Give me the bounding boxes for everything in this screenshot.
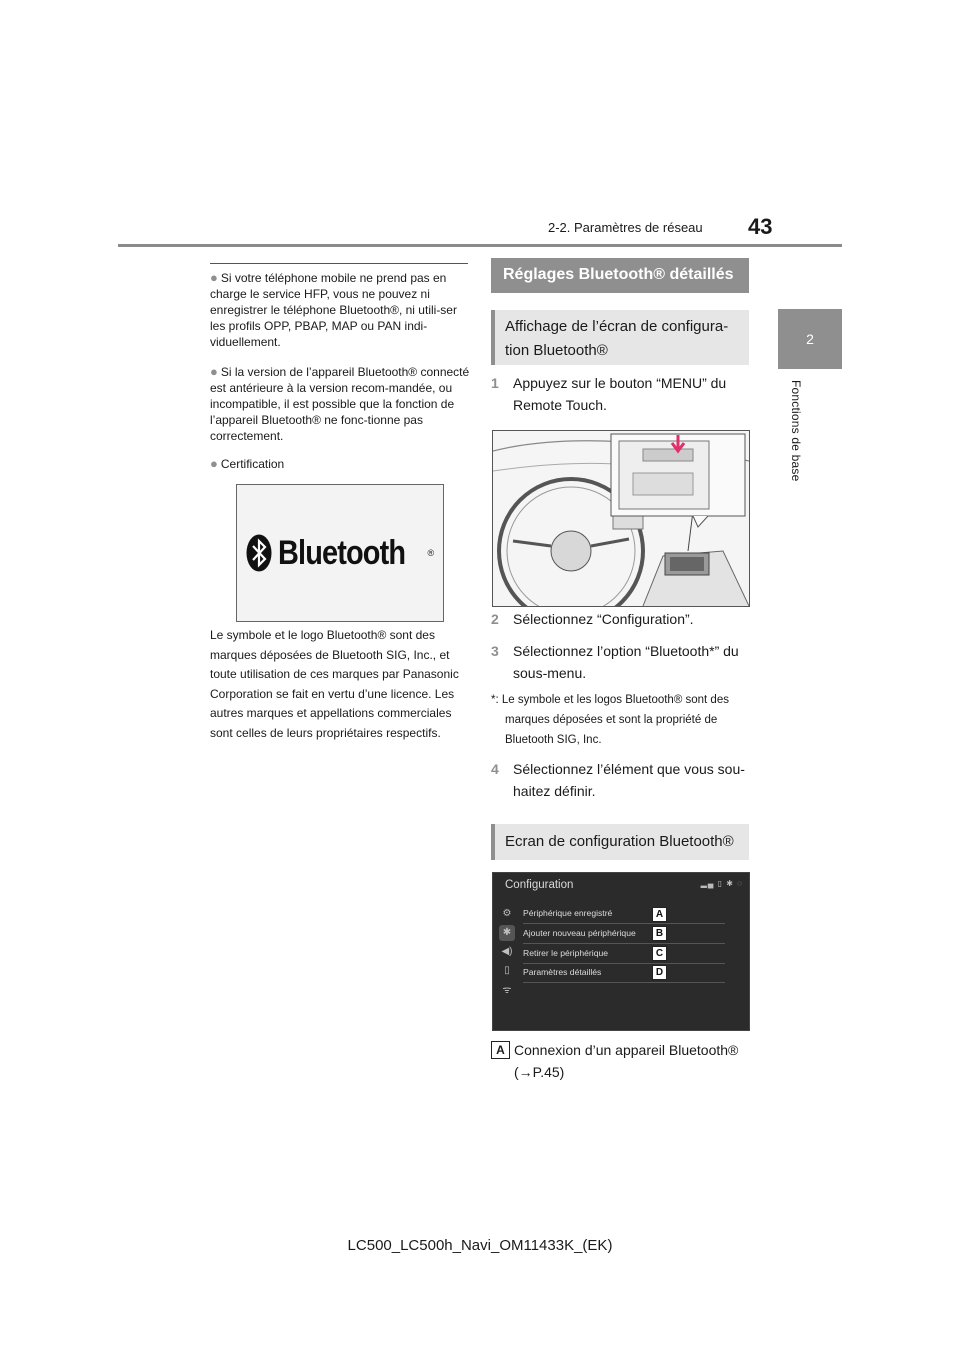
section-title-bluetooth-settings: Réglages Bluetooth® détaillés xyxy=(491,258,749,293)
bluetooth-rune-icon xyxy=(246,534,272,572)
caption-letter-a: A xyxy=(491,1041,510,1059)
row-registered-device[interactable]: Périphérique enregistré xyxy=(523,904,725,924)
step-4: 4 Sélectionnez l’élément que vous sou- haitez définir. xyxy=(491,761,745,799)
step-1: 1 Appuyez sur le bouton “MENU” du Remote Touch. xyxy=(491,375,727,413)
bluetooth-icon: ✱ xyxy=(499,925,515,941)
header-section-title: 2-2. Paramètres de réseau xyxy=(548,220,703,235)
bullet-icon: ● xyxy=(210,270,218,285)
callout-b: B xyxy=(652,926,667,941)
speaker-icon: ◀) xyxy=(501,946,513,957)
note-bullet-version: ● Si la version de l’appareil Bluetooth® connecté est antérieure à la version recom-mandée, ou incompatible, il est possible que la fonction de l’appareil Bluetooth® ne fonc-tionne pas correctement. xyxy=(210,364,470,443)
page-number: 43 xyxy=(748,214,773,239)
step-3: 3 Sélectionnez l’option “Bluetooth*” du sous-menu. xyxy=(491,643,739,681)
bluetooth-config-screen xyxy=(492,872,750,1031)
screen-title: Configuration xyxy=(505,879,574,891)
bullet-icon: ● xyxy=(210,364,218,379)
subsection-title-config-screen: Affichage de l’écran de configura- tion Bluetooth® xyxy=(491,310,749,365)
header-rule xyxy=(118,244,842,247)
chapter-tab xyxy=(778,309,842,369)
trademark-paragraph: Le symbole et le logo Bluetooth® sont des marques déposées de Bluetooth SIG, Inc., et toute utilisation de ces marques par Panasonic Corporation se fait en vertu d’une licence. Les autres marques et appellations commerciales sont celles de leurs propriétaires respectifs. xyxy=(210,628,459,740)
row-detailed-settings[interactable]: Paramètres détaillés xyxy=(523,963,725,983)
phone-icon: ▯ xyxy=(504,965,510,976)
remote-touch-illustration xyxy=(492,430,750,607)
left-column-rule xyxy=(210,263,468,264)
registered-mark: ® xyxy=(427,548,435,558)
antenna-icon: ᯤ xyxy=(502,985,512,996)
callout-d: D xyxy=(652,965,667,980)
bullet-icon: ● xyxy=(210,456,218,471)
row-add-device[interactable]: Ajouter nouveau périphérique xyxy=(523,924,725,944)
row-remove-device[interactable]: Retirer le périphérique xyxy=(523,944,725,964)
subsection-title-bluetooth-screen: Ecran de configuration Bluetooth® xyxy=(491,824,749,860)
chapter-number: 2 xyxy=(806,331,814,347)
footer-doc-id: LC500_LC500h_Navi_OM11433K_(EK) xyxy=(347,1237,613,1254)
callout-a: A xyxy=(652,907,667,922)
status-icons: ▂▄ ▯ ✱ ◌ xyxy=(700,879,743,888)
bluetooth-wordmark: Bluetooth xyxy=(277,533,406,572)
chapter-label: Fonctions de base xyxy=(789,380,803,482)
callout-c: C xyxy=(652,946,667,961)
gear-icon: ⚙ xyxy=(502,908,512,919)
step-2: 2 Sélectionnez “Configuration”. xyxy=(491,611,694,627)
note-bullet-certification: ● Certification xyxy=(210,456,285,471)
note-bullet-hfp: ● Si votre téléphone mobile ne prend pas en charge le service HFP, vous ne pouvez ni enregistrer le téléphone Bluetooth®, ni utili-ser les profils OPP, PBAP, MAP ou PAN indi-viduellement. xyxy=(210,270,457,349)
footnote: *: Le symbole et les logos Bluetooth® sont des marques déposées et sont la propriété de Bluetooth SIG, Inc. xyxy=(491,694,729,746)
caption-connect-device: Connexion d’un appareil Bluetooth® (→P.45) xyxy=(514,1042,739,1080)
bluetooth-logo-figure xyxy=(236,484,444,622)
